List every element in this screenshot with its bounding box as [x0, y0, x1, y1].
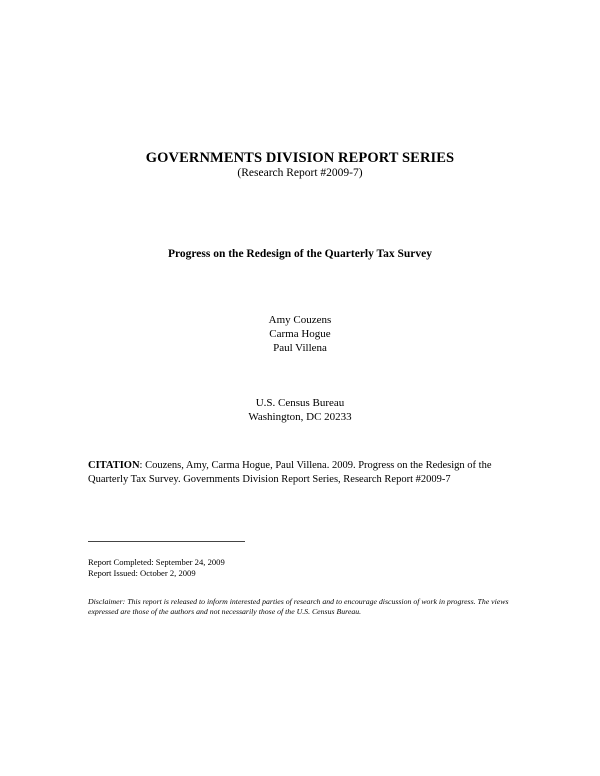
citation-text: : Couzens, Amy, Carma Hogue, Paul Villena. 2009. Progress on the Redesign of the Quarterly Tax Survey. Governments Division Report Series, Research Report #2009-7	[88, 460, 492, 485]
citation-label: CITATION	[88, 460, 140, 471]
series-title: GOVERNMENTS DIVISION REPORT SERIES	[145, 150, 455, 166]
author-name: Carma Hogue	[269, 328, 331, 340]
report-title: Progress on the Redesign of the Quarterly Tax Survey	[167, 248, 433, 260]
report-issued-date: Report Issued: October 2, 2009	[88, 568, 196, 578]
series-subtitle: (Research Report #2009-7)	[237, 167, 363, 179]
author-name: Amy Couzens	[268, 314, 332, 326]
disclaimer-text: Disclaimer: This report is released to inform interested parties of research and to encourage discussion of work in progress. The views expressed are those of the authors and not necessarily those of the U.S. Census Bureau.	[88, 597, 509, 616]
organization-location: Washington, DC 20233	[248, 411, 352, 423]
organization-name: U.S. Census Bureau	[255, 397, 345, 409]
report-completed-date: Report Completed: September 24, 2009	[88, 557, 225, 567]
author-name: Paul Villena	[273, 342, 327, 354]
citation-block	[88, 459, 518, 487]
footnote-divider	[88, 541, 245, 542]
